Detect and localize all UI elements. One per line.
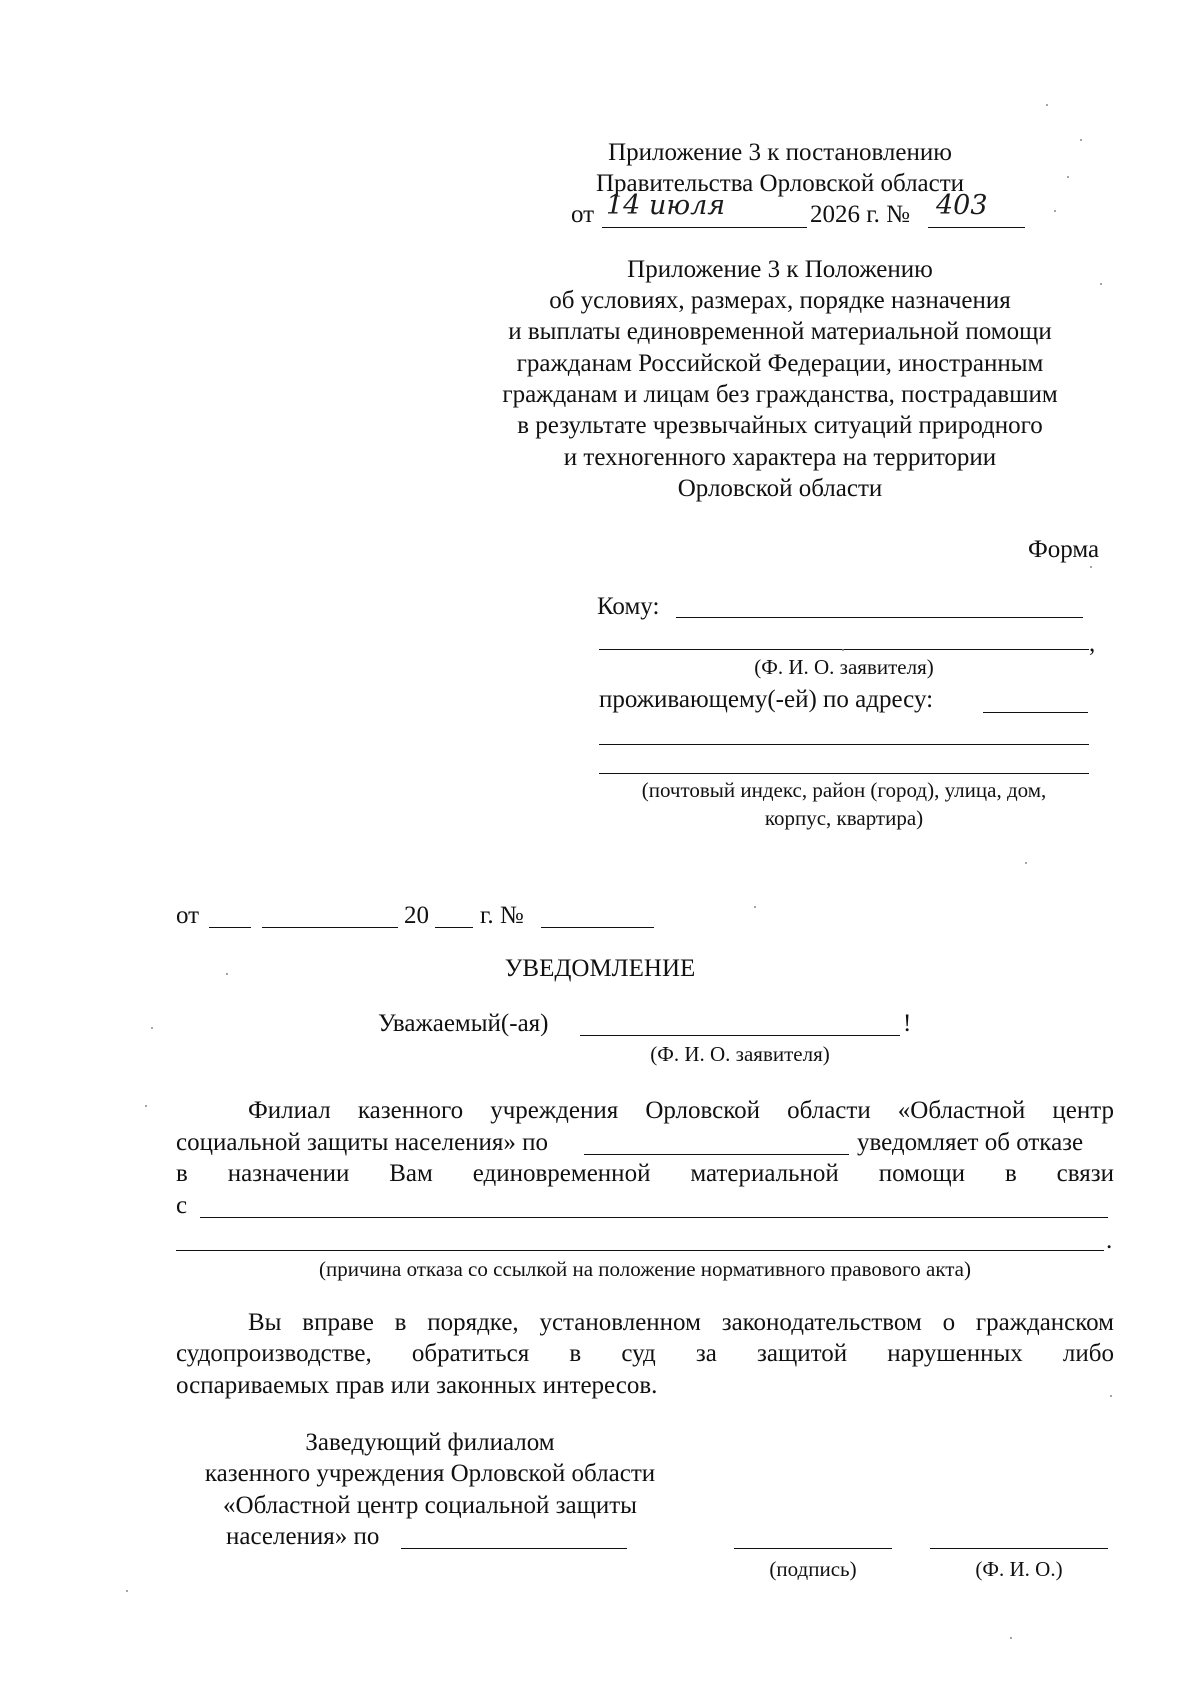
signer-title-line2: казенного учреждения Орловской области [204, 1460, 656, 1487]
ref-month-line [262, 927, 398, 928]
body-p1-line4-start: с [176, 1192, 188, 1219]
greeting-caption: (Ф. И. О. заявителя) [650, 1042, 830, 1066]
signer-name-line [930, 1548, 1108, 1549]
greeting-name-line [580, 1035, 900, 1036]
signer-title-line4: населения» по [226, 1523, 380, 1550]
regulation-line-8: Орловской области [677, 475, 883, 502]
signer-title-line1: Заведующий филиалом [305, 1429, 555, 1456]
handwritten-number: 403 [936, 190, 988, 221]
annex-order-line1: Приложение 3 к постановлению [608, 139, 952, 166]
body-p2-line1: Вы вправе в порядке, установленном законодательством о гражданском [248, 1309, 1114, 1336]
greeting-exclamation: ! [903, 1010, 912, 1037]
address-line-1 [983, 712, 1088, 713]
ref-number-line [541, 927, 654, 928]
form-label: Форма [1028, 536, 1100, 563]
signature-caption: (подпись) [769, 1557, 857, 1581]
address-line-3 [599, 773, 1089, 774]
body-p1-line2-end: уведомляет об отказе [857, 1129, 1084, 1156]
number-underline [928, 227, 1025, 228]
notice-title: УВЕДОМЛЕНИЕ [504, 955, 696, 982]
signer-branch-line [401, 1548, 627, 1549]
body-p1-line2-start: социальной защиты населения» по [176, 1129, 549, 1156]
regulation-line-3: и выплаты единовременной материальной помощи [508, 318, 1052, 345]
regulation-line-4: гражданам Российской Федерации, иностранным [516, 350, 1044, 377]
regulation-line-6: в результате чрезвычайных ситуаций природного [517, 412, 1043, 439]
ref-century: 20 [404, 902, 429, 929]
regulation-line-2: об условиях, размерах, порядке назначения [549, 287, 1011, 314]
branch-name-line [584, 1154, 849, 1155]
body-p1-line3: в назначении Вам единовременной материальной помощи в связи [176, 1160, 1114, 1187]
body-p2-line3: оспариваемых прав или законных интересов. [176, 1372, 658, 1399]
reason-caption: (причина отказа со ссылкой на положение нормативного правового акта) [319, 1257, 971, 1281]
to-name-line [676, 617, 1083, 618]
regulation-line-7: и техногенного характера на территории [563, 444, 997, 471]
address-caption-2: корпус, квартира) [764, 806, 924, 830]
comma: , [1089, 630, 1096, 657]
annex-order-line2: Правительства Орловской области [595, 170, 965, 197]
address-label: проживающему(-ей) по адресу: [599, 686, 934, 713]
reason-end-dot: . [1106, 1227, 1113, 1254]
date-underline [602, 227, 807, 228]
regulation-line-1: Приложение 3 к Положению [627, 256, 933, 283]
address-line-2 [599, 744, 1089, 745]
signature-line [734, 1548, 892, 1549]
ref-year-line [435, 927, 473, 928]
ref-number-label: г. № [480, 902, 524, 929]
to-name-line-2 [599, 649, 1089, 650]
to-label: Кому: [597, 593, 660, 620]
reason-line-2 [176, 1250, 1104, 1251]
year-number-label: 2026 г. № [810, 201, 911, 228]
date-prefix: от [571, 201, 595, 228]
applicant-name-caption: (Ф. И. О. заявителя) [754, 655, 934, 679]
body-p1-line1: Филиал казенного учреждения Орловской области «Областной центр [248, 1097, 1114, 1124]
greeting-label: Уважаемый(-ая) [378, 1010, 549, 1037]
ref-day-line [209, 927, 251, 928]
signer-name-caption: (Ф. И. О.) [975, 1557, 1063, 1581]
regulation-line-5: гражданам и лицам без гражданства, пострадавшим [502, 381, 1058, 408]
reason-line-1 [200, 1217, 1108, 1218]
ref-from: от [176, 902, 200, 929]
address-caption-1: (почтовый индекс, район (город), улица, дом, [641, 778, 1047, 802]
handwritten-date: 14 июля [606, 190, 726, 221]
body-p2-line2: судопроизводстве, обратиться в суд за защитой нарушенных либо [176, 1340, 1114, 1367]
signer-title-line3: «Областной центр социальной защиты [223, 1492, 637, 1519]
